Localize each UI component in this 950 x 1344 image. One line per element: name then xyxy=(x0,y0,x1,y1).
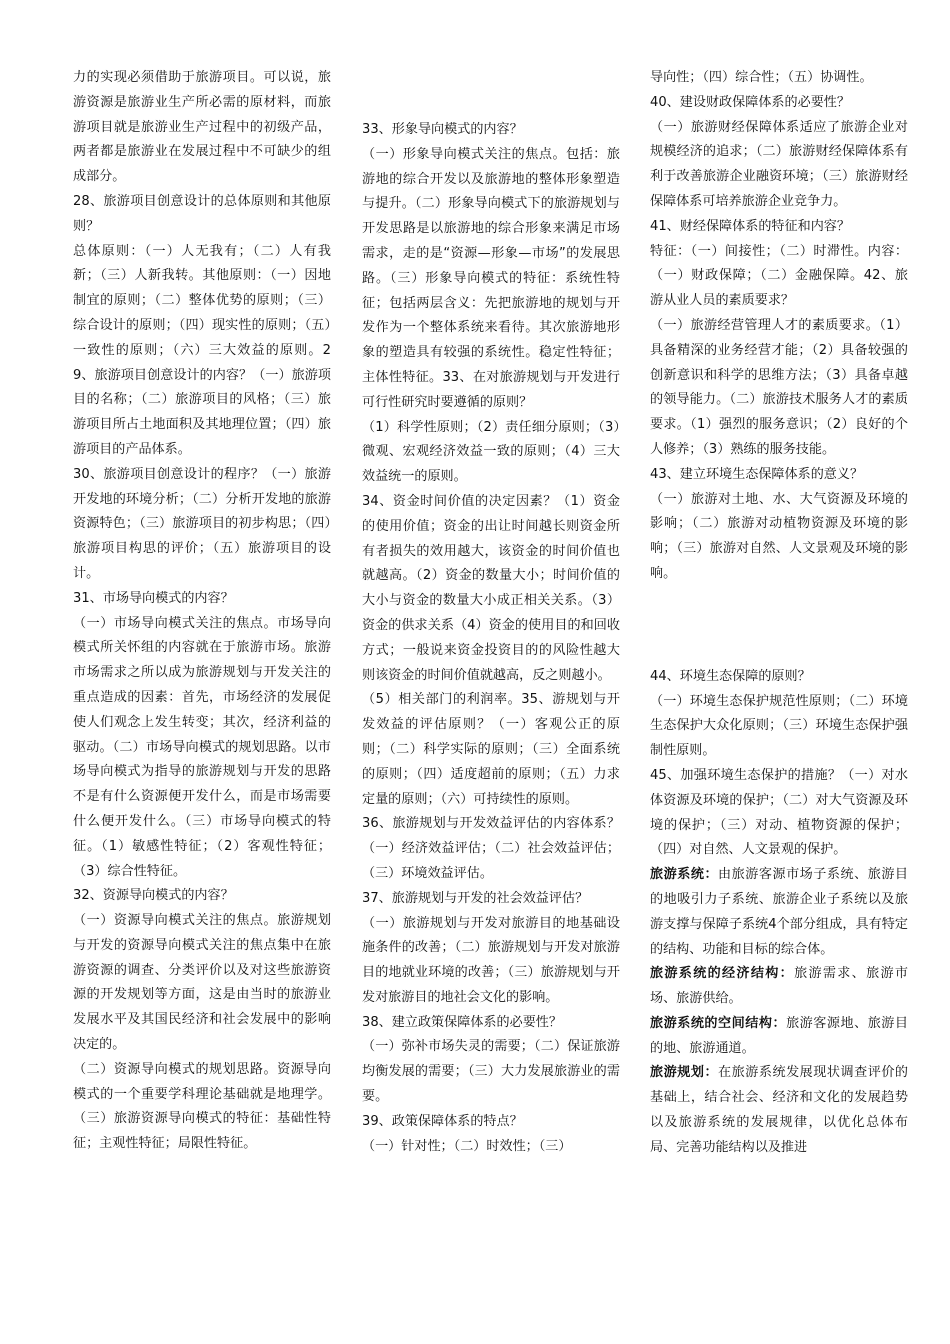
term-definition: 旅游客源地、旅游目的地、旅游通道。 xyxy=(650,1015,909,1056)
term-label: 旅游系统的经济结构 xyxy=(650,966,780,982)
paragraph: 30、旅游项目创意设计的程序？（一）旅游开发地的环境分析；（二）分析开发地的旅游资源特色；（三）旅游项目的初步构思；（四）旅游项目构思的评价；（五）旅游项目的设计。 xyxy=(73,466,331,581)
term-label: 旅游系统的空间结构 xyxy=(650,1015,773,1031)
definition-tourism-planning xyxy=(650,1061,908,1160)
term-separator: ： xyxy=(704,1065,719,1081)
paragraph: （二）资源导向模式的规划思路。资源导向模式的一个重要学科理论基础就是地理学。（三）旅游资源导向模式的特征：基础性特征；主观性特征；局限性特征。 xyxy=(73,1061,331,1152)
spacer xyxy=(362,66,620,92)
definition-spatial-structure xyxy=(650,1012,908,1062)
question-41-heading: 41、财经保障体系的特征和内容？ xyxy=(650,218,850,234)
term-definition: 旅游需求、旅游市场、旅游供给。 xyxy=(650,966,908,1007)
question-43-heading: 43、建立环境生态保障体系的意义？ xyxy=(650,466,864,482)
paragraph: （一）针对性；（二）时效性；（三） xyxy=(362,1138,572,1154)
question-28-heading: 28、旅游项目创意设计的总体原则和其他原则？ xyxy=(73,193,331,234)
question-31-heading: 31、市场导向模式的内容？ xyxy=(73,590,234,606)
spacer xyxy=(650,613,908,639)
term-definition: 在旅游系统发展现状调查评价的基础上，结合社会、经济和文化的发展趋势以及旅游系统的发展规律，以优化总体布局、完善功能结构以及推进 xyxy=(650,1065,909,1155)
term-label: 旅游规划 xyxy=(650,1065,705,1081)
term-label: 旅游系统 xyxy=(650,867,705,883)
paragraph: （1）科学性原则；（2）责任细分原则；（3）微观、宏观经济效益一致的原则；（4）三大效益统一的原则。 xyxy=(362,419,620,485)
question-33-heading: 33、形象导向模式的内容？ xyxy=(362,122,523,137)
question-44-heading: 44、环境生态保障的原则？ xyxy=(650,668,811,684)
definition-economic-structure xyxy=(650,962,908,1012)
paragraph: 34、资金时间价值的决定因素？（1）资金的使用价值；资金的出让时间越长则资金所有者损失的效用越大，该资金的时间价值也就越高。（2）资金的数量大小；时间价值的大小与资金的数量大小成正相关关系。（3）资金的供求关系（4）资金的使用目的和回收方式；一般说来资金投资目的的风险性越大则该资金的时间价值就越高，反之则越小。 xyxy=(362,493,620,683)
paragraph: 45、加强环境生态保护的措施？（一）对水体资源及环境的保护；（二）对大气资源及环境的保护；（三）对动、植物资源的保护；（四）对自然、人文景观的保护。 xyxy=(650,767,908,858)
term-separator: ： xyxy=(779,966,795,982)
paragraph: （一）旅游对土地、水、大气资源及环境的影响；（二）旅游对动植物资源及环境的影响；（三）旅游对自然、人文景观及环境的影响。 xyxy=(650,491,908,581)
column-left xyxy=(73,66,331,1157)
spacer xyxy=(650,639,908,665)
paragraph: （5）相关部门的利润率。35、游规划与开发效益的评估原则？（一）客观公正的原则；（二）科学实际的原则；（三）全面系统的原则；（四）适度超前的原则；（五）力求定量的原则；（六）可持续性的原则。 xyxy=(362,692,620,807)
paragraph: （一）市场导向模式关注的焦点。市场导向模式所关怀组的内容就在于旅游市场。旅游市场需求之所以成为旅游规划与开发关注的重点造成的因素：首先，市场经济的发展促使人们观念上发生转变；其次，经济利益的驱动。（二）市场导向模式的规划思路。以市场导向模式为指导的旅游规划与开发的思路不是有什么资源便开发什么，而是市场需要什么便开发什么。（三）市场导向模式的特征。（1）敏感性特征；（2）客观性特征；（3）综合性特征。 xyxy=(73,615,331,879)
paragraph: 特征：（一）间接性；（二）时滞性。内容：（一）财政保障；（二）金融保障。42、旅游从业人员的素质要求？ xyxy=(650,243,908,309)
term-separator: ： xyxy=(704,867,719,883)
spacer xyxy=(362,92,620,118)
paragraph: （一）弥补市场失灵的需要；（二）保证旅游均衡发展的需要；（三）大力发展旅游业的需要。 xyxy=(362,1039,620,1105)
spacer xyxy=(650,587,908,613)
term-definition: 由旅游客源市场子系统、旅游目的地吸引力子系统、旅游企业子系统以及旅游支撑与保障子系统4个部分组成，具有特定的结构、功能和目标的综合体。 xyxy=(650,867,909,957)
paragraph: （一）资源导向模式关注的焦点。旅游规划与开发的资源导向模式关注的焦点集中在旅游资源的调查、分类评价以及对这些旅游资源的开发规划等方面，这是由当时的旅游业发展水平及其国民经济和社会发展中的影响决定的。 xyxy=(73,913,331,1053)
column-right xyxy=(650,66,908,1161)
paragraph: （一）旅游规划与开发对旅游目的地基础设施条件的改善；（二）旅游规划与开发对旅游目的地就业环境的改善；（三）旅游规划与开发对旅游目的地社会文化的影响。 xyxy=(362,915,620,1005)
definition-tourism-system xyxy=(650,863,908,962)
paragraph: 导向性；（四）综合性；（五）协调性。 xyxy=(650,70,873,85)
paragraph: 力的实现必须借助于旅游项目。可以说，旅游资源是旅游业生产所必需的原材料，而旅游项目就是旅游业生产过程中的初级产品，两者都是旅游业在发展过程中不可缺少的组成部分。 xyxy=(73,70,331,185)
paragraph: （一）旅游经营管理人才的素质要求。（1）具备精深的业务经营才能；（2）具备较强的创新意识和科学的思维方法；（3）具备卓越的领导能力。（二）旅游技术服务人才的素质要求。（1）强烈的服务意识；（2）良好的个人修养；（3）熟练的服务技能。 xyxy=(650,317,908,457)
question-32-heading: 32、资源导向模式的内容？ xyxy=(73,888,234,904)
paragraph: 36、旅游规划与开发效益评估的内容体系？（一）经济效益评估；（二）社会效益评估；（三）环境效益评估。 xyxy=(362,816,620,881)
question-38-heading: 38、建立政策保障体系的必要性？ xyxy=(362,1014,562,1030)
paragraph: 总体原则：（一）人无我有；（二）人有我新；（三）人新我转。其他原则：（一）因地制宜的原则；（二）整体优势的原则；（三）综合设计的原则；（四）现实性的原则；（五）一致性的原则；（六）三大效益的原则。29、旅游项目创意设计的内容？（一）旅游项目的名称；（二）旅游项目的风格；（三）旅游项目所占土地面积及其地理位置；（四）旅游项目的产品体系。 xyxy=(73,243,331,457)
paragraph: （一）形象导向模式关注的焦点。包括：旅游地的综合开发以及旅游地的整体形象塑造与提升。（二）形象导向模式下的旅游规划与开发思路是以旅游地的综合形象来满足市场需求，走的是“资源—形象—市场”的发展思路。（三）形象导向模式的特征：系统性特征；包括两层含义：先把旅游地的规划与开发作为一个整体系统来看待。其次旅游地形象的塑造具有较强的系统性。稳定性特征；主体性特征。33、在对旅游规划与开发进行可行性研究时要遵循的原则？ xyxy=(362,146,620,410)
column-middle xyxy=(362,66,620,1159)
paragraph: （一）环境生态保护规范性原则；（二）环境生态保护大众化原则；（三）环境生态保护强制性原则。 xyxy=(650,693,908,759)
term-separator: ： xyxy=(772,1015,787,1031)
question-39-heading: 39、政策保障体系的特点？ xyxy=(362,1113,523,1129)
question-37-heading: 37、旅游规划与开发的社会效益评估？ xyxy=(362,890,589,906)
question-40-heading: 40、建设财政保障体系的必要性？ xyxy=(650,94,850,110)
paragraph: （一）旅游财经保障体系适应了旅游企业对规模经济的追求；（二）旅游财经保障体系有利于改善旅游企业融资环境；（三）旅游财经保障体系可培养旅游企业竞争力。 xyxy=(650,119,908,209)
